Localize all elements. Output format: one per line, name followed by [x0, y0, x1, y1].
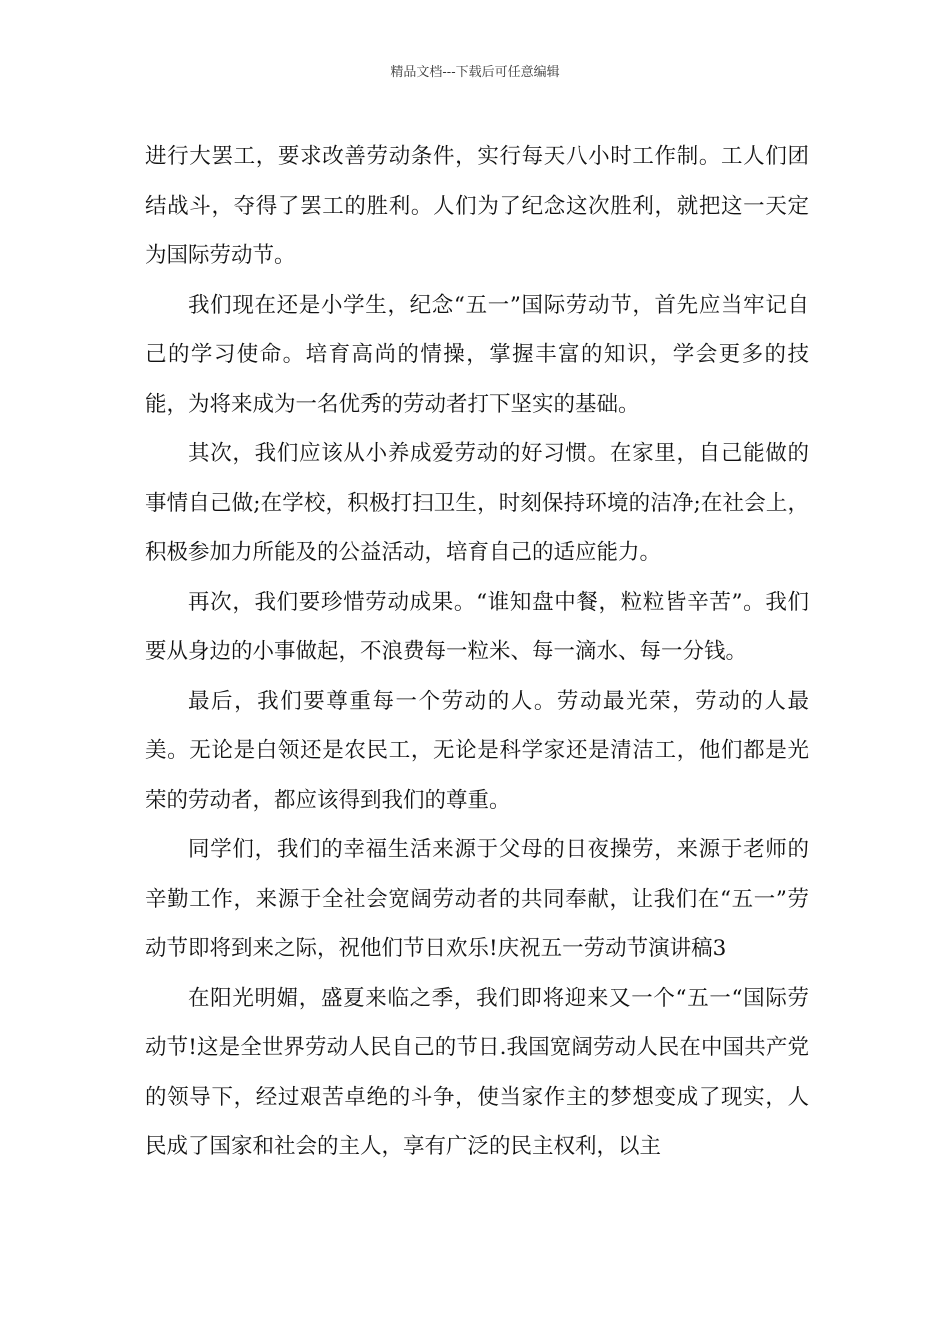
- page-header: 精品文档---下载后可任意编辑: [390, 65, 560, 80]
- paragraph-3: 其次，我们应该从小养成爱劳动的好习惯。在家里，自己能做的事情自己做;在学校，积极打扫卫生，时刻保持环境的洁净;在社会上，积极参加力所能及的公益活动，培育自己的适应能力。: [145, 441, 809, 565]
- paragraph-2: 我们现在还是小学生，纪念“五一”国际劳动节，首先应当牢记自己的学习使命。培育高尚的情操，掌握丰富的知识，学会更多的技能，为将来成为一名优秀的劳动者打下坚实的基础。: [145, 292, 809, 417]
- paragraph-6: 同学们，我们的幸福生活来源于父母的日夜操劳，来源于老师的辛勤工作，来源于全社会宽阔劳动者的共同奉献，让我们在“五一”劳动节即将到来之际，祝他们节日欢乐!庆祝五一劳动节演讲稿3: [145, 837, 809, 961]
- paragraph-7: 在阳光明媚，盛夏来临之季，我们即将迎来又一个“五一“国际劳动节!这是全世界劳动人民自己的节日.我国宽阔劳动人民在中国共产党的领导下，经过艰苦卓绝的斗争，使当家作主的梦想变成了现实，人民成了国家和社会的主人，享有广泛的民主权利，以主: [145, 985, 809, 1159]
- paragraph-5: 最后，我们要尊重每一个劳动的人。劳动最光荣，劳动的人最美。无论是白领还是农民工，无论是科学家还是清洁工，他们都是光荣的劳动者，都应该得到我们的尊重。: [145, 688, 809, 813]
- document-body: [145, 132, 809, 1172]
- paragraph-1: 进行大罢工，要求改善劳动条件，实行每天八小时工作制。工人们团结战斗，夺得了罢工的胜利。人们为了纪念这次胜利，就把这一天定为国际劳动节。: [145, 144, 809, 268]
- paragraph-4: 再次，我们要珍惜劳动成果。“谁知盘中餐，粒粒皆辛苦”。我们要从身边的小事做起，不浪费每一粒米、每一滴水、每一分钱。: [145, 589, 809, 664]
